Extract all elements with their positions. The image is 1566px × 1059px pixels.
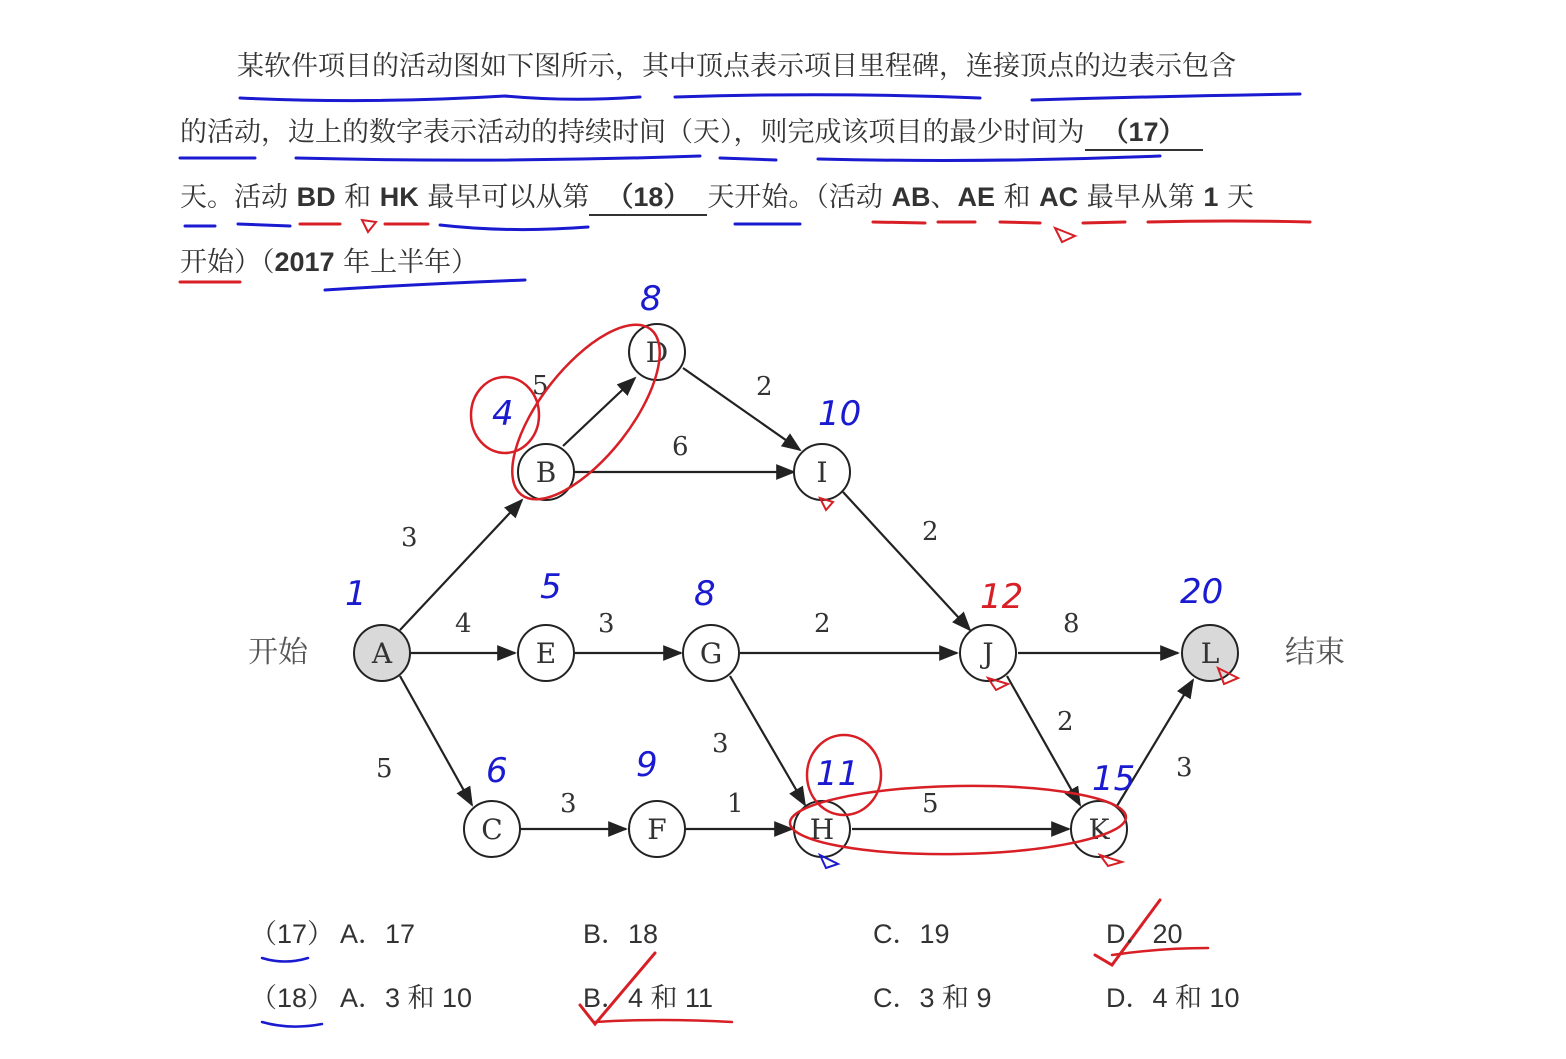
weight-I-J: 2 (922, 517, 939, 547)
annotation-I: 10 (818, 394, 862, 434)
weight-C-F: 3 (560, 789, 577, 819)
weight-D-I: 2 (756, 372, 773, 402)
node-G (683, 625, 739, 681)
weight-B-D: 5 (532, 371, 549, 401)
annotation-G: 8 (694, 574, 716, 614)
q18-option-c[interactable]: C．3 和 9 (873, 983, 992, 1014)
weight-J-L: 8 (1063, 609, 1080, 639)
svg-text:G: G (699, 637, 723, 670)
svg-text:L: L (1200, 637, 1220, 670)
svg-text:H: H (809, 813, 835, 846)
weight-F-H: 1 (727, 789, 744, 819)
start-label: 开始 (248, 635, 308, 670)
annotation-D: 8 (640, 279, 662, 319)
weight-E-G: 3 (598, 609, 615, 639)
edge-D-I (683, 368, 800, 450)
weight-G-H: 3 (712, 729, 729, 759)
node-A (354, 625, 410, 681)
svg-text:J: J (982, 637, 994, 670)
weight-A-E: 4 (455, 609, 472, 639)
node-B (518, 444, 574, 500)
svg-text:E: E (535, 637, 557, 670)
node-L (1182, 625, 1238, 681)
weight-A-B: 3 (401, 523, 418, 553)
q18-option-d[interactable]: D．4 和 10 (1106, 983, 1240, 1014)
q17-option-d[interactable]: D．20 (1106, 919, 1183, 949)
weight-A-C: 5 (376, 754, 393, 784)
question-line-2: 的活动，边上的数字表示活动的持续时间（天），则完成该项目的最少时间为 （17） (180, 115, 1203, 151)
svg-text:B: B (535, 456, 557, 489)
weight-H-K: 5 (922, 789, 939, 819)
edge-J-K (1007, 676, 1080, 805)
weight-J-K: 2 (1057, 707, 1074, 737)
node-F (629, 801, 685, 857)
node-E (518, 625, 574, 681)
annotation-E: 5 (540, 567, 562, 607)
ink-underlines (180, 94, 1310, 290)
weight-B-I: 6 (672, 432, 689, 462)
question-line-4: 开始）（2017 年上半年） (180, 247, 479, 278)
node-K (1071, 801, 1127, 857)
weight-G-J: 2 (814, 609, 831, 639)
q17-option-b[interactable]: B．18 (583, 919, 659, 949)
annotation-L: 20 (1180, 572, 1224, 612)
question-line-1: 某软件项目的活动图如下图所示，其中顶点表示项目里程碑，连接顶点的边表示包含 (237, 51, 1236, 82)
annotation-H: 11 (816, 754, 860, 794)
q17-number: （17） (250, 919, 335, 949)
edge-G-H (730, 676, 805, 805)
blank-18: （18） (589, 180, 707, 216)
annotation-J: 12 (980, 577, 1024, 617)
q18-number: （18） (250, 983, 335, 1013)
ink-annotations (345, 279, 1223, 799)
svg-text:K: K (1088, 813, 1110, 846)
svg-text:D: D (645, 336, 669, 369)
annotation-A: 1 (345, 574, 367, 614)
svg-text:C: C (481, 813, 503, 846)
annotation-B: 4 (492, 394, 514, 434)
edge-I-J (843, 492, 970, 630)
node-J (960, 625, 1016, 681)
weight-K-L: 3 (1176, 753, 1193, 783)
q17-option-c[interactable]: C．19 (873, 919, 950, 949)
question-line-3: 天。活动 BD 和 HK 最早可以从第 （18） 天开始。（活动 AB、AE 和 AC 最早从第 1 天 (180, 180, 1254, 216)
q17-option-a[interactable]: A．17 (340, 919, 416, 949)
q18-option-b[interactable]: B．4 和 11 (583, 983, 714, 1014)
svg-text:F: F (647, 813, 667, 846)
q18-option-a[interactable]: A．3 和 10 (340, 983, 473, 1014)
annotation-F: 9 (636, 745, 658, 785)
edge-A-C (400, 676, 472, 805)
annotation-K: 15 (1092, 759, 1136, 799)
svg-text:I: I (816, 456, 828, 489)
annotation-C: 6 (486, 751, 508, 791)
node-C (464, 801, 520, 857)
svg-text:A: A (371, 637, 393, 670)
blank-17: （17） (1085, 115, 1203, 151)
end-label: 结束 (1285, 635, 1345, 670)
node-I (794, 444, 850, 500)
